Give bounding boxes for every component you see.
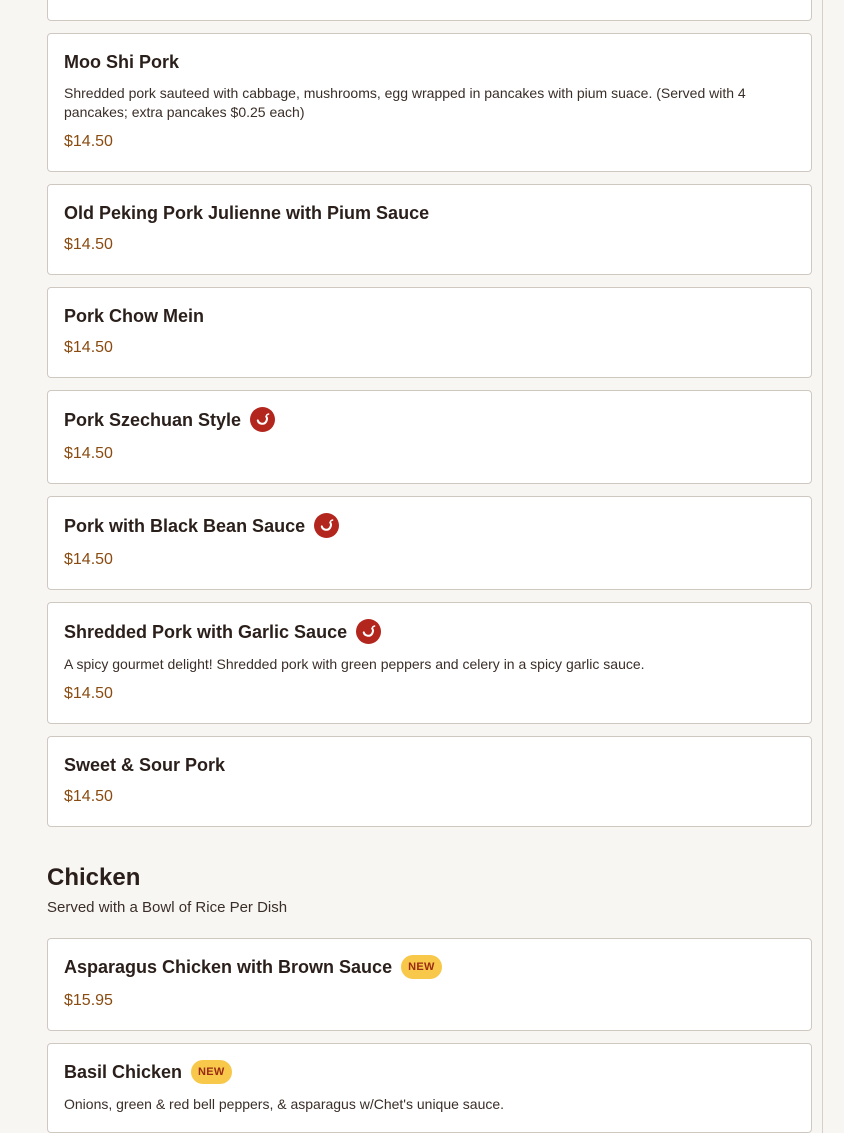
item-name: Asparagus Chicken with Brown Sauce <box>64 957 393 977</box>
item-header <box>64 201 795 225</box>
item-header <box>64 50 795 74</box>
menu-list <box>47 0 812 1133</box>
item-price: $15.95 <box>64 992 113 1009</box>
item-name: Moo Shi Pork <box>64 52 180 72</box>
item-name: Basil Chicken <box>64 1062 183 1082</box>
item-price: $14.50 <box>64 685 113 702</box>
item-name: Shredded Pork with Garlic Sauce <box>64 621 348 642</box>
chili-pepper-icon <box>314 513 339 538</box>
item-name: Pork Szechuan Style <box>64 409 242 430</box>
menu-item-card-partial[interactable] <box>47 0 812 21</box>
menu-item-card[interactable] <box>47 602 812 724</box>
item-name: Old Peking Pork Julienne with Pium Sauce <box>64 203 430 223</box>
item-header <box>64 407 795 432</box>
item-header <box>64 955 795 979</box>
item-price: $14.50 <box>64 339 113 356</box>
item-header <box>64 1060 795 1084</box>
menu-item-card[interactable] <box>47 184 812 275</box>
section-subtitle: Served with a Bowl of Rice Per Dish <box>47 899 288 916</box>
new-badge: NEW <box>401 955 442 979</box>
item-price: $14.50 <box>64 133 113 150</box>
menu-item-card[interactable] <box>47 390 812 484</box>
new-badge: NEW <box>191 1060 232 1084</box>
item-name: Pork with Black Bean Sauce <box>64 515 306 536</box>
item-price: $14.50 <box>64 788 113 805</box>
item-price: $14.50 <box>64 551 113 568</box>
item-name: Sweet & Sour Pork <box>64 755 226 775</box>
item-price: $14.50 <box>64 236 113 253</box>
menu-section-chicken <box>47 863 812 918</box>
page-edge-divider <box>822 0 823 1133</box>
menu-item-card[interactable] <box>47 496 812 590</box>
item-name: Pork Chow Mein <box>64 306 205 326</box>
menu-item-card[interactable] <box>47 938 812 1031</box>
item-description: Shredded pork sauteed with cabbage, mushrooms, egg wrapped in pancakes with pium suace. (Served with 4 pancakes; extra pancakes $0.25 each) <box>64 85 746 120</box>
item-description: A spicy gourmet delight! Shredded pork with green peppers and celery in a spicy garlic sauce. <box>64 656 645 672</box>
item-header <box>64 753 795 777</box>
menu-item-card[interactable] <box>47 1043 812 1133</box>
item-price: $14.50 <box>64 445 113 462</box>
item-description: Onions, green & red bell peppers, & asparagus w/Chet's unique sauce. <box>64 1096 505 1112</box>
menu-item-card[interactable] <box>47 33 812 172</box>
menu-item-card[interactable] <box>47 736 812 827</box>
chili-pepper-icon <box>356 619 381 644</box>
section-title: Chicken <box>47 864 141 891</box>
menu-item-card[interactable] <box>47 287 812 378</box>
item-header <box>64 619 795 644</box>
item-header <box>64 513 795 538</box>
item-header <box>64 304 795 328</box>
chili-pepper-icon <box>250 407 275 432</box>
